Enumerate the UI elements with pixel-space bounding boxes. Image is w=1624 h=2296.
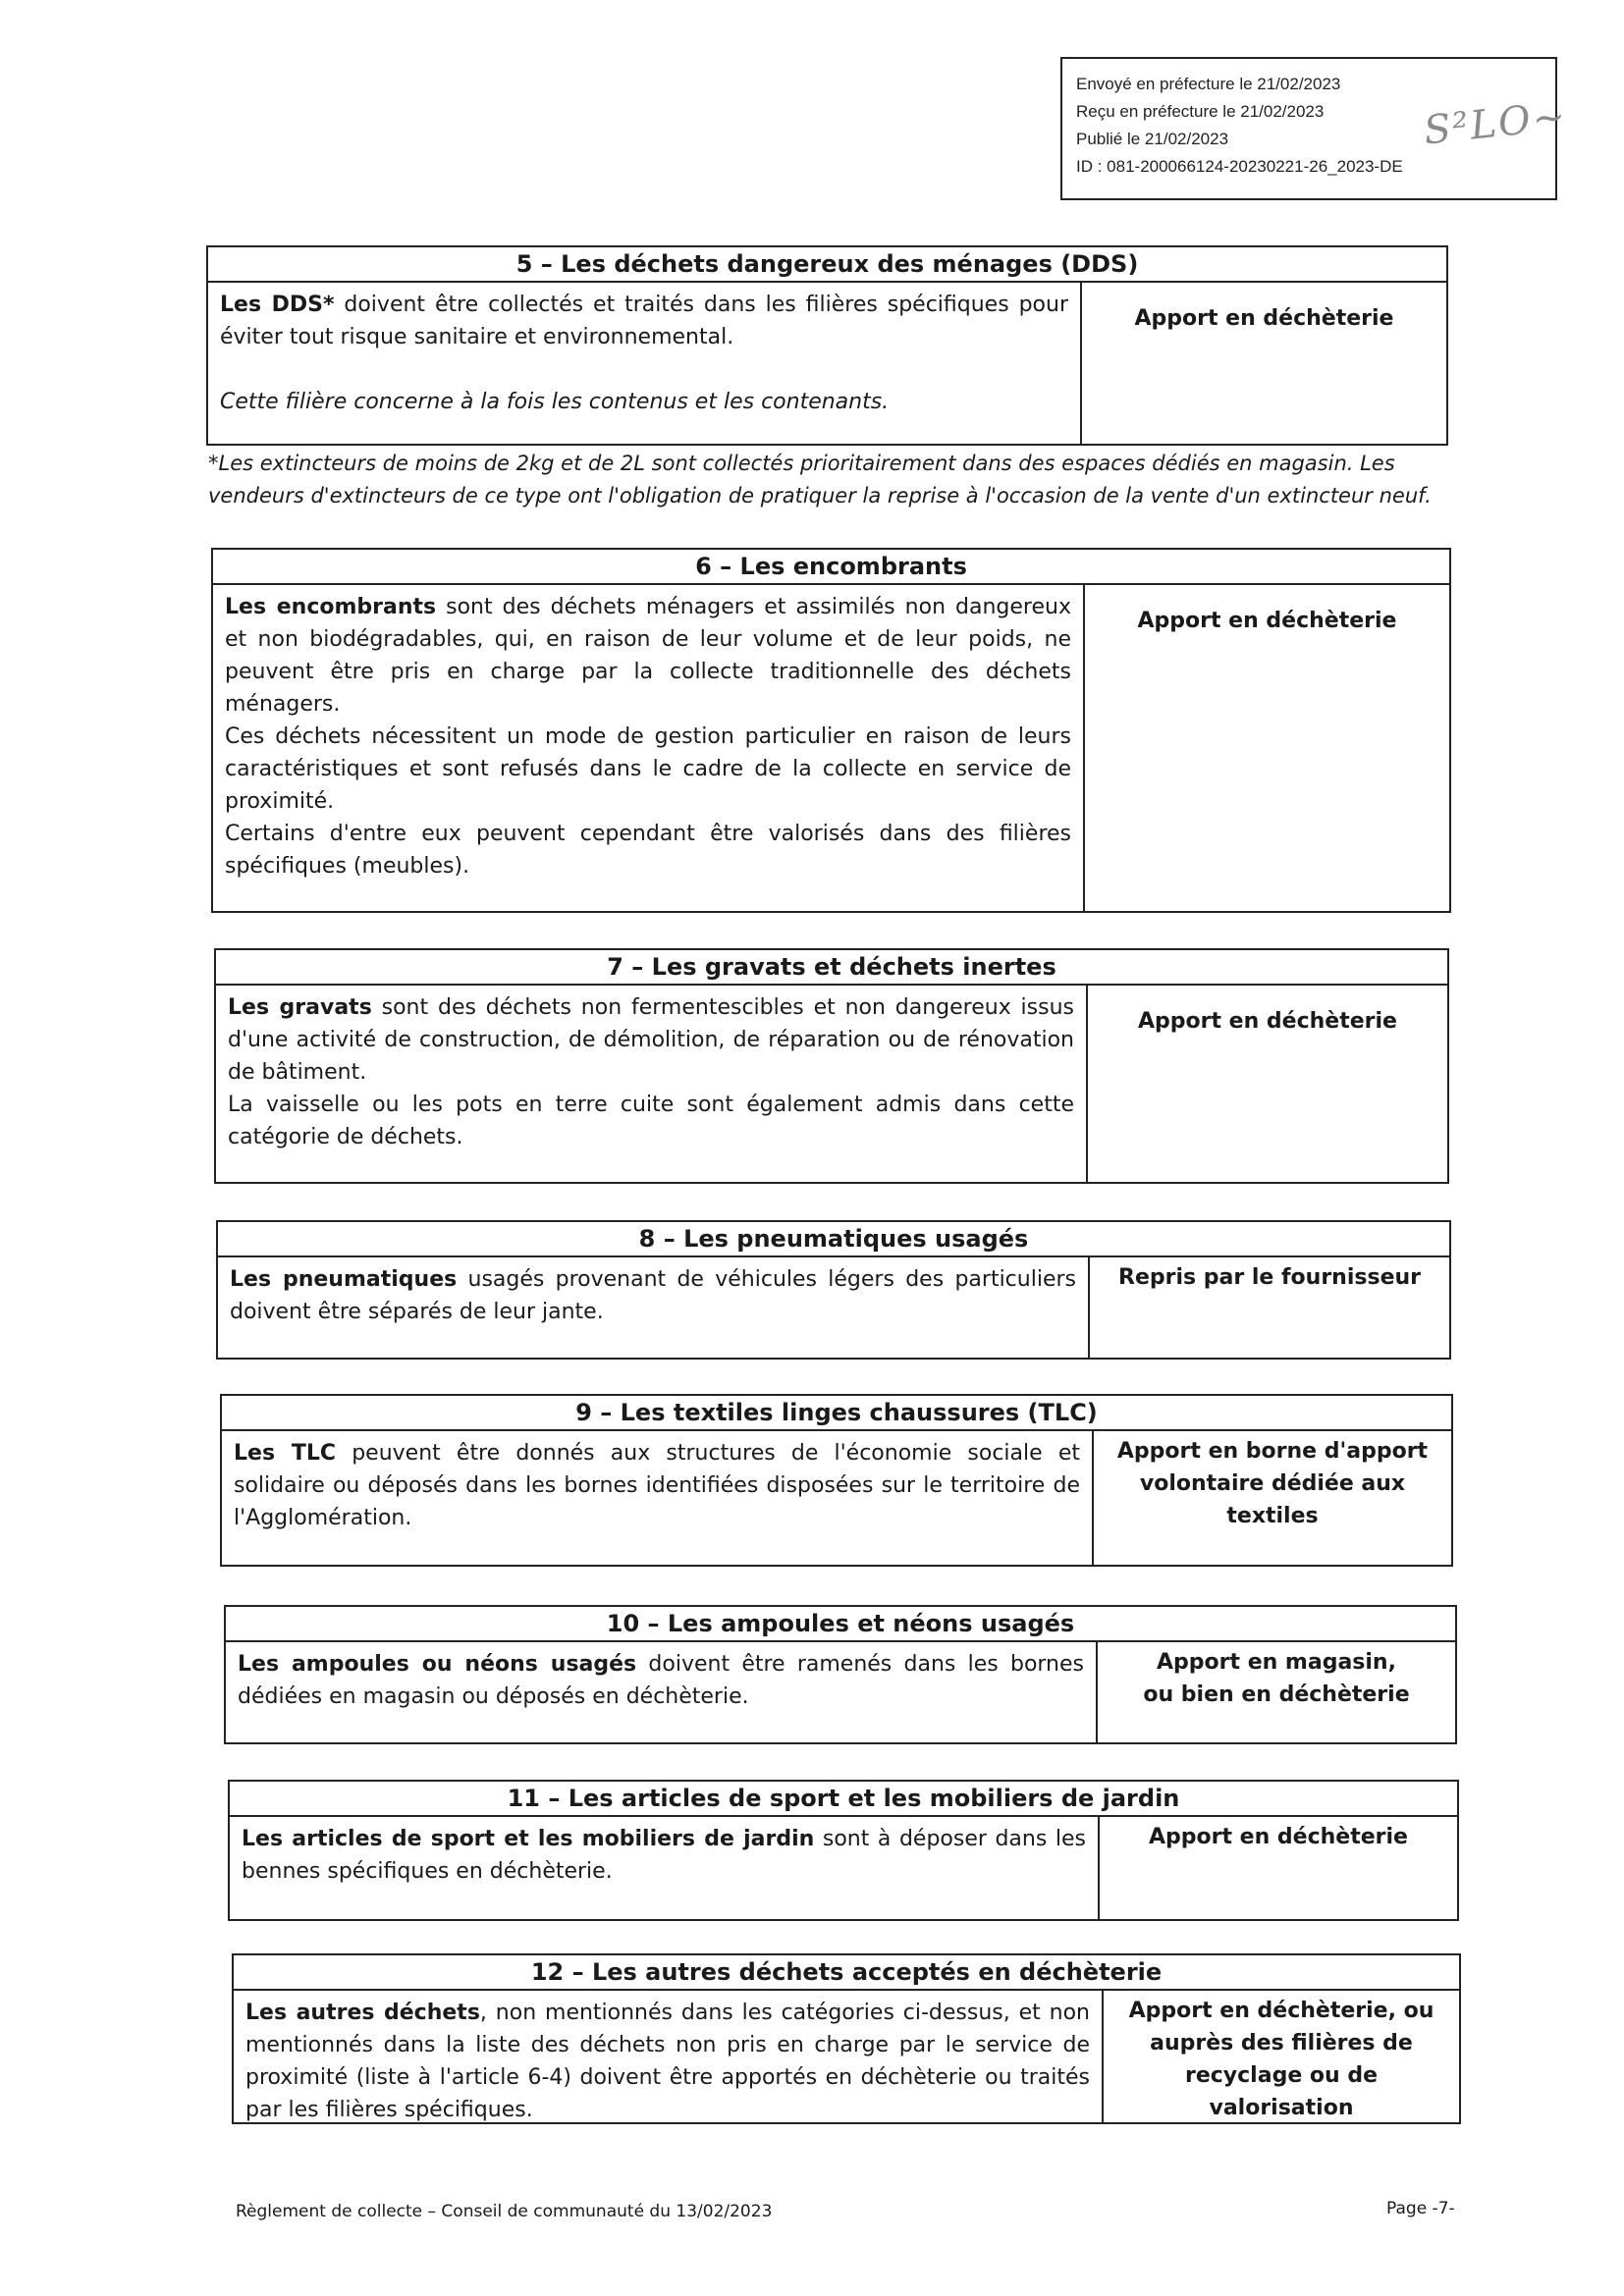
section-title: 8 – Les pneumatiques usagés — [218, 1222, 1449, 1257]
section-mode: Apport en déchèterie — [1134, 306, 1394, 331]
section-10 — [224, 1605, 1457, 1744]
section-text: sont des déchets non fermentescibles et non dangereux issus d'une activité de construction, de démolition, de réparation ou de rénovation de bâtiment. — [228, 995, 1074, 1085]
footnote: *Les extincteurs de moins de 2kg et de 2L sont collectés prioritairement dans des espaces dédiés en magasin. Les vendeurs d'extincteurs de ce type ont l'obligation de pratiquer la reprise à l'occasion de la vente d'un extincteur neuf. — [208, 452, 1432, 507]
mode-line: ou bien en déchèterie — [1143, 1682, 1410, 1707]
section-term: Les ampoules ou néons usagés — [238, 1652, 637, 1677]
section-description — [208, 283, 1082, 444]
section-mode: Apport en déchèterie — [1149, 1825, 1408, 1849]
mode-line: Apport en déchèterie, ou — [1128, 1999, 1435, 2023]
section-text: doivent être ramenés dans les bornes dédiées en magasin ou déposés en déchèterie. — [238, 1652, 1084, 1709]
section-description — [216, 986, 1088, 1182]
handwritten-signature: S²LO~ — [1421, 93, 1570, 154]
section-mode — [1104, 1991, 1459, 2122]
section-paragraph: La vaisselle ou les pots en terre cuite sont également admis dans cette catégorie de déchets. — [228, 1093, 1074, 1149]
section-12 — [232, 1953, 1461, 2124]
section-term: Les TLC — [234, 1441, 337, 1466]
section-mode — [1094, 1431, 1451, 1565]
mode-line: auprès des filières de — [1150, 2031, 1413, 2056]
section-text: sont à déposer dans les bennes spécifiques en déchèterie. — [242, 1827, 1086, 1884]
section-term: Les gravats — [228, 995, 372, 1020]
mode-line: volontaire dédiée aux — [1139, 1471, 1406, 1496]
mode-line: recyclage ou de valorisation — [1184, 2063, 1378, 2120]
stamp-id: ID : 081-200066124-20230221-26_2023-DE — [1076, 157, 1403, 176]
section-mode: Apport en déchèterie — [1137, 609, 1397, 633]
section-description — [230, 1817, 1100, 1919]
section-mode: Repris par le fournisseur — [1118, 1265, 1421, 1290]
section-term: Les autres déchets — [245, 2001, 480, 2025]
section-term: Les articles de sport et les mobiliers de jardin — [242, 1827, 815, 1851]
section-9 — [220, 1394, 1453, 1567]
prefecture-stamp — [1060, 57, 1570, 200]
page-number: Page -7- — [1386, 2199, 1455, 2218]
section-11 — [228, 1780, 1459, 1921]
mode-line: Apport en borne d'apport — [1116, 1439, 1429, 1464]
stamp-sent: Envoyé en préfecture le 21/02/2023 — [1076, 75, 1341, 93]
section-text: sont des déchets ménagers et assimilés non dangereux et non biodégradables, qui, en raison de leur volume et de leur poids, ne peuvent être pris en charge par la collecte traditionnelle des déchets ménagers. — [225, 595, 1071, 717]
section-term: Les encombrants — [225, 595, 437, 619]
section-title: 11 – Les articles de sport et les mobiliers de jardin — [230, 1782, 1457, 1817]
section-title: 6 – Les encombrants — [213, 550, 1449, 585]
mode-line: textiles — [1226, 1504, 1319, 1528]
section-description — [222, 1431, 1094, 1565]
section-5 — [206, 245, 1448, 446]
section-term: Les pneumatiques — [230, 1267, 458, 1292]
section-mode: Apport en déchèterie — [1138, 1009, 1397, 1034]
section-description — [234, 1991, 1104, 2122]
section-6 — [211, 548, 1451, 913]
mode-line: Apport en magasin, — [1157, 1650, 1396, 1675]
section-text: usagés provenant de véhicules légers des particuliers doivent être séparés de leur jante. — [230, 1267, 1076, 1324]
section-title: 12 – Les autres déchets acceptés en déchèterie — [234, 1955, 1459, 1991]
footer-title: Règlement de collecte – Conseil de communauté du 13/02/2023 — [236, 2202, 773, 2221]
section-extra: Cette filière concerne à la fois les contenus et les contenants. — [220, 390, 890, 414]
stamp-received: Reçu en préfecture le 21/02/2023 — [1076, 102, 1325, 121]
section-paragraph: Ces déchets nécessitent un mode de gestion particulier en raison de leurs caractéristiques et sont refusés dans le cadre de la collecte en service de proximité. — [225, 724, 1071, 814]
section-mode — [1098, 1642, 1455, 1742]
section-paragraph: Certains d'entre eux peuvent cependant être valorisés dans des filières spécifiques (meubles). — [225, 822, 1071, 879]
section-8 — [216, 1220, 1451, 1360]
section-text: doivent être collectés et traités dans les filières spécifiques pour éviter tout risque sanitaire et environnemental. — [220, 293, 1068, 349]
section-title: 5 – Les déchets dangereux des ménages (DDS) — [208, 247, 1446, 283]
section-term: Les DDS* — [220, 293, 335, 317]
section-7 — [214, 948, 1449, 1184]
stamp-published: Publié le 21/02/2023 — [1076, 130, 1229, 148]
section-description — [213, 585, 1085, 911]
section-title: 9 – Les textiles linges chaussures (TLC) — [222, 1396, 1451, 1431]
section-title: 7 – Les gravats et déchets inertes — [216, 950, 1447, 986]
section-text: , non mentionnés dans les catégories ci-dessus, et non mentionnés dans la liste des déchets non pris en charge par le service de proximité (liste à l'article 6-4) doivent être apportés en déchèterie ou traités par les filières spécifiques. — [245, 2001, 1091, 2122]
section-text: peuvent être donnés aux structures de l'économie sociale et solidaire ou déposés dans les bornes identifiées disposées sur le territoire de l'Agglomération. — [234, 1441, 1080, 1530]
section-title: 10 – Les ampoules et néons usagés — [226, 1607, 1455, 1642]
section-description — [226, 1642, 1098, 1742]
section-description — [218, 1257, 1090, 1358]
